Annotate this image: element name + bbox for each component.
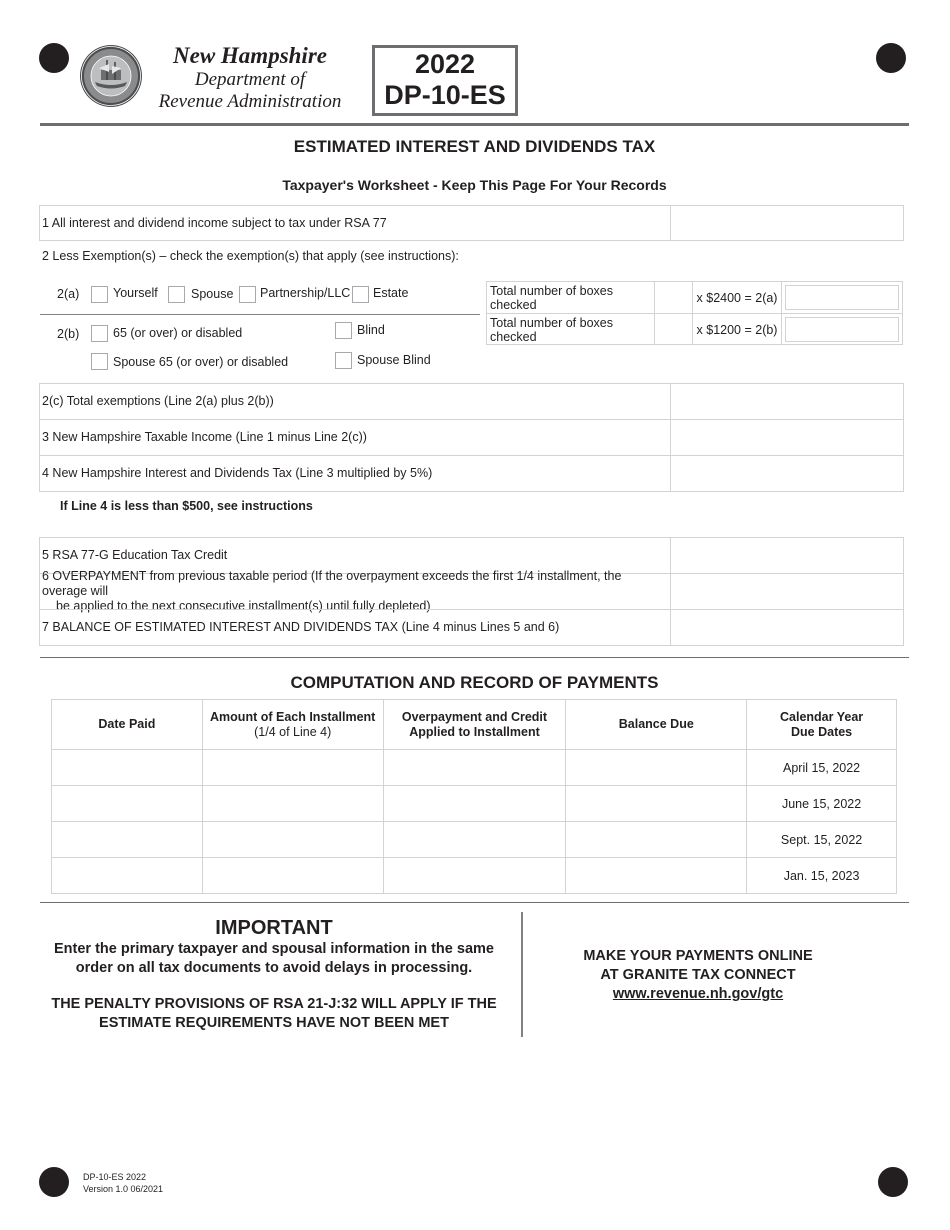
amount-2a-field[interactable] — [782, 282, 902, 313]
line-1-row — [39, 205, 904, 241]
checkbox-spouse-blind[interactable] — [335, 352, 352, 369]
registration-mark — [878, 1167, 908, 1197]
agency-name — [144, 42, 356, 113]
line-2c-row — [39, 383, 904, 420]
line-4-amount-field[interactable] — [671, 456, 903, 491]
line-2b-label: 2(b) — [57, 327, 80, 341]
balance-due-field[interactable] — [566, 822, 747, 858]
line-5-label: 5 RSA 77-G Education Tax Credit — [40, 538, 671, 573]
form-id-box — [372, 45, 518, 116]
option-65-label: 65 (or over) or disabled — [113, 326, 243, 340]
date-paid-field[interactable] — [52, 750, 203, 786]
line-1-amount-field[interactable] — [671, 206, 903, 240]
online-payment-block — [538, 947, 858, 1004]
option-spouse-blind-label: Spouse Blind — [357, 353, 431, 367]
option-spouse-label: Spouse — [191, 287, 234, 301]
line-4-note: If Line 4 is less than $500, see instructions — [60, 499, 313, 513]
installment-amount-field[interactable] — [202, 858, 383, 894]
overpayment-credit-field[interactable] — [383, 786, 566, 822]
line-6-text-1: 6 OVERPAYMENT from previous taxable period (If the overpayment exceeds the first 1/4 installment, the overage will — [42, 569, 622, 598]
line-7-row — [39, 609, 904, 646]
overpayment-credit-field[interactable] — [383, 750, 566, 786]
agency-line2: Department of — [194, 69, 306, 90]
line-2-label: 2 Less Exemption(s) – check the exemption(s) that apply (see instructions): — [42, 249, 459, 263]
line-3-label: 3 New Hampshire Taxable Income (Line 1 minus Line 2(c)) — [40, 420, 671, 455]
option-blind-label: Blind — [357, 323, 385, 337]
footer-form-id: DP-10-ES 2022 — [83, 1172, 147, 1182]
checkbox-blind[interactable] — [335, 322, 352, 339]
header-balance-due: Balance Due — [566, 700, 747, 750]
form-number: DP-10-ES — [384, 80, 506, 110]
line-4-label: 4 New Hampshire Interest and Dividends Tax (Line 3 multiplied by 5%) — [40, 456, 671, 491]
penalty-text-2: ESTIMATE REQUIREMENTS HAVE NOT BEEN MET — [99, 1015, 449, 1031]
header-due-2: Due Dates — [791, 724, 853, 739]
option-estate-label: Estate — [373, 286, 409, 300]
checkbox-spouse[interactable] — [168, 286, 185, 303]
important-heading: IMPORTANT — [215, 917, 333, 939]
line-4-row — [39, 455, 904, 492]
form-subtitle: Taxpayer's Worksheet - Keep This Page For Your Records — [282, 177, 667, 193]
installment-amount-field[interactable] — [202, 750, 383, 786]
line-5-amount-field[interactable] — [671, 538, 903, 573]
checkbox-partnership-llc[interactable] — [239, 286, 256, 303]
total-boxes-2a-label: Total number of boxes checked — [487, 282, 655, 313]
payments-title: COMPUTATION AND RECORD OF PAYMENTS — [290, 673, 659, 692]
line-7-label: 7 BALANCE OF ESTIMATED INTEREST AND DIVIDENDS TAX (Line 4 minus Lines 5 and 6) — [40, 610, 671, 645]
date-paid-field[interactable] — [52, 786, 203, 822]
registration-mark — [39, 43, 69, 73]
checkbox-yourself[interactable] — [91, 286, 108, 303]
agency-line1: New Hampshire — [173, 43, 327, 68]
online-line-1: MAKE YOUR PAYMENTS ONLINE — [583, 948, 813, 964]
exemption-total-row-2b — [487, 314, 902, 345]
line-2c-amount-field[interactable] — [671, 384, 903, 419]
option-partnership-label: Partnership/LLC — [260, 286, 351, 300]
important-text-2: order on all tax documents to avoid delays in processing. — [75, 960, 473, 976]
important-block — [40, 916, 508, 1033]
total-boxes-2b-field[interactable] — [655, 314, 693, 345]
balance-due-field[interactable] — [566, 786, 747, 822]
penalty-text-1: THE PENALTY PROVISIONS OF RSA 21-J:32 WILL APPLY IF THE — [51, 996, 497, 1012]
due-date: Sept. 15, 2022 — [747, 822, 897, 858]
multiplier-2a-label: x $2400 = 2(a) — [693, 282, 782, 313]
table-row — [52, 858, 897, 894]
section-divider — [40, 657, 909, 658]
exemption-totals-table — [486, 281, 903, 345]
installment-amount-field[interactable] — [202, 786, 383, 822]
line-2a-label: 2(a) — [57, 287, 80, 301]
line-6-amount-field[interactable] — [671, 574, 903, 609]
line-1-label: 1 All interest and dividend income subject to tax under RSA 77 — [40, 206, 671, 240]
table-row — [52, 822, 897, 858]
line-2c-label: 2(c) Total exemptions (Line 2(a) plus 2(b)) — [40, 384, 671, 419]
form-title: ESTIMATED INTEREST AND DIVIDENDS TAX — [293, 137, 656, 156]
bottom-divider — [40, 902, 909, 903]
line-7-amount-field[interactable] — [671, 610, 903, 645]
payments-header-row — [52, 700, 897, 750]
overpayment-credit-field[interactable] — [383, 822, 566, 858]
checkbox-65-or-disabled[interactable] — [91, 325, 108, 342]
due-date: June 15, 2022 — [747, 786, 897, 822]
header-amount-sub: (1/4 of Line 4) — [254, 724, 332, 739]
line-6-text-2: be applied to the next consecutive installment(s) until fully depleted) — [56, 599, 431, 613]
header-due-1: Calendar Year — [780, 709, 864, 724]
line-3-amount-field[interactable] — [671, 420, 903, 455]
balance-due-field[interactable] — [566, 750, 747, 786]
date-paid-field[interactable] — [52, 858, 203, 894]
due-date: April 15, 2022 — [747, 750, 897, 786]
exemption-total-row-2a — [487, 282, 902, 314]
header-overpayment-2: Applied to Installment — [409, 724, 540, 739]
registration-mark — [876, 43, 906, 73]
amount-2b-field[interactable] — [782, 314, 902, 345]
installment-amount-field[interactable] — [202, 822, 383, 858]
agency-line3: Revenue Administration — [158, 91, 342, 112]
header-divider — [40, 123, 909, 126]
registration-mark — [39, 1167, 69, 1197]
online-url-link[interactable]: www.revenue.nh.gov/gtc — [612, 986, 784, 1002]
form-year: 2022 — [414, 49, 476, 79]
table-row — [52, 786, 897, 822]
header-overpayment-1: Overpayment and Credit — [401, 709, 548, 724]
important-text-1: Enter the primary taxpayer and spousal information in the same — [54, 941, 494, 957]
multiplier-2b-label: x $1200 = 2(b) — [693, 314, 782, 345]
date-paid-field[interactable] — [52, 822, 203, 858]
header-due-dates — [747, 700, 897, 750]
line-3-row — [39, 419, 904, 456]
line-6-label — [40, 569, 671, 613]
checkbox-spouse-65-or-disabled[interactable] — [91, 353, 108, 370]
option-yourself-label: Yourself — [113, 286, 158, 300]
vertical-divider — [521, 912, 523, 1037]
table-row — [52, 750, 897, 786]
online-line-2: AT GRANITE TAX CONNECT — [600, 967, 796, 983]
state-seal-icon — [79, 44, 143, 108]
header-date-paid: Date Paid — [52, 700, 203, 750]
payments-table — [51, 699, 897, 894]
option-spouse-65-label: Spouse 65 (or over) or disabled — [113, 355, 289, 369]
footer-version: Version 1.0 06/2021 — [83, 1184, 164, 1194]
due-date: Jan. 15, 2023 — [747, 858, 897, 894]
checkbox-estate[interactable] — [352, 286, 369, 303]
exemption-divider — [40, 314, 480, 315]
balance-due-field[interactable] — [566, 858, 747, 894]
total-boxes-2b-label: Total number of boxes checked — [487, 314, 655, 345]
header-amount-title: Amount of Each Installment — [210, 709, 376, 724]
header-amount — [202, 700, 383, 750]
header-overpayment — [383, 700, 566, 750]
total-boxes-2a-field[interactable] — [655, 282, 693, 313]
line-6-row — [39, 569, 904, 613]
overpayment-credit-field[interactable] — [383, 858, 566, 894]
